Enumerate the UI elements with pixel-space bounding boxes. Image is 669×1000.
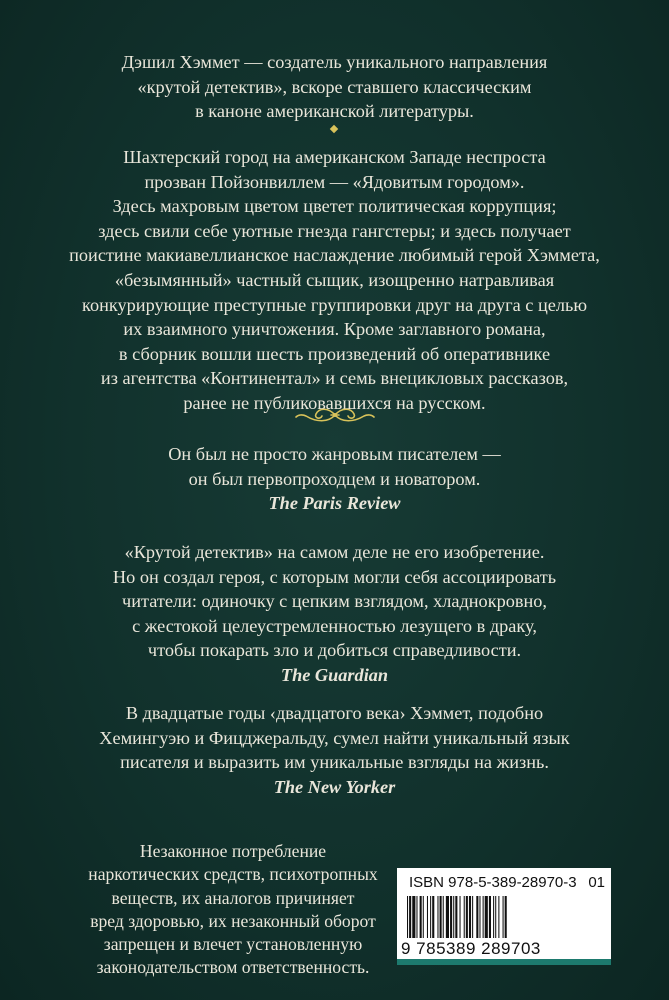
quote-line: чтобы покарать зло и добиться справедливости.: [147, 640, 522, 661]
quote-line: Но он создал героя, с которым могли себя ассоциировать: [112, 566, 557, 587]
text-line: «крутой детектив», вскоре ставшего классическим: [137, 76, 532, 97]
text-line: в каноне американской литературы.: [195, 101, 474, 122]
isbn-number: ISBN 978-5-389-28970-3: [409, 874, 577, 891]
barcode-digits: 9 785389 289703: [401, 939, 541, 958]
review-quote: [60, 540, 609, 688]
text-line: их взаимного уничтожения. Кроме заглавного романа,: [123, 319, 546, 340]
warning-line: Незаконное потребление: [139, 841, 327, 861]
quote-source: The Paris Review: [268, 493, 401, 514]
quote-line: писателя и выразить им уникальные взгляды на жизнь.: [120, 752, 549, 773]
text-line: прозван Пойзонвиллем — «Ядовитым городом».: [144, 171, 525, 192]
barcode-bars-icon: [405, 896, 603, 938]
quote-line: «Крутой детектив» на самом деле не его изобретение.: [124, 542, 545, 562]
text-line: поистине макиавеллианское наслаждение любимый герой Хэммета,: [69, 245, 600, 266]
quote-line: В двадцатые годы ‹двадцатого века› Хэммет, подобно: [125, 703, 544, 723]
text-line: здесь свили себе уютные гнезда гангстеры; и здесь получает: [98, 220, 571, 241]
warning-line: запрещен и влечет установленную: [103, 934, 363, 955]
text-line: в сборник вошли шесть произведений об оперативнике: [118, 343, 551, 364]
text-line: из агентства «Континентал» и семь внецикловых рассказов,: [100, 368, 569, 389]
quote-line: он был первопроходцем и новатором.: [188, 468, 481, 489]
diamond-divider-icon: [330, 125, 338, 133]
isbn-barcode: [397, 868, 611, 965]
quote-line: с жестокой целеустремленностью лезущего в драку,: [132, 615, 537, 636]
text-line: Шахтерский город на американском Западе неспроста: [123, 147, 546, 167]
review-quote: [60, 701, 609, 799]
warning-line: веществ, их аналогов причиняет: [111, 887, 355, 908]
text-line: Здесь махровым цветом цветет политическая коррупция;: [112, 196, 557, 217]
text-line: Дэшил Хэммет — создатель уникального направления: [121, 52, 548, 72]
quote-line: Хемингуэю и Фицджеральду, сумел найти уникальный язык: [99, 727, 570, 748]
synopsis-paragraph: [60, 145, 609, 416]
intro-paragraph: [60, 50, 609, 124]
warning-line: вред здоровью, их незаконный оборот: [90, 910, 376, 931]
health-warning: [88, 840, 378, 980]
quote-line: Он был не просто жанровым писателем —: [168, 444, 501, 464]
text-line: «безымянный» частный сыщик, изощренно натравливая: [114, 269, 555, 290]
review-quote: [60, 442, 609, 516]
quote-line: читатели: одиночку с цепким взглядом, хладнокровно,: [122, 591, 547, 612]
quote-source: The New Yorker: [273, 776, 396, 797]
flourish-ornament-icon: [294, 403, 376, 427]
text-line: ранее не публиковавшихся на русском.: [183, 392, 486, 413]
warning-line: законодательством ответственность.: [96, 957, 370, 978]
quote-source: The Guardian: [280, 664, 389, 685]
isbn-addon: 01: [588, 874, 605, 891]
barcode-strip: [397, 959, 611, 965]
warning-line: наркотических средств, психотропных: [88, 864, 378, 885]
text-line: конкурирующие преступные группировки друг на друга с целью: [82, 294, 587, 315]
